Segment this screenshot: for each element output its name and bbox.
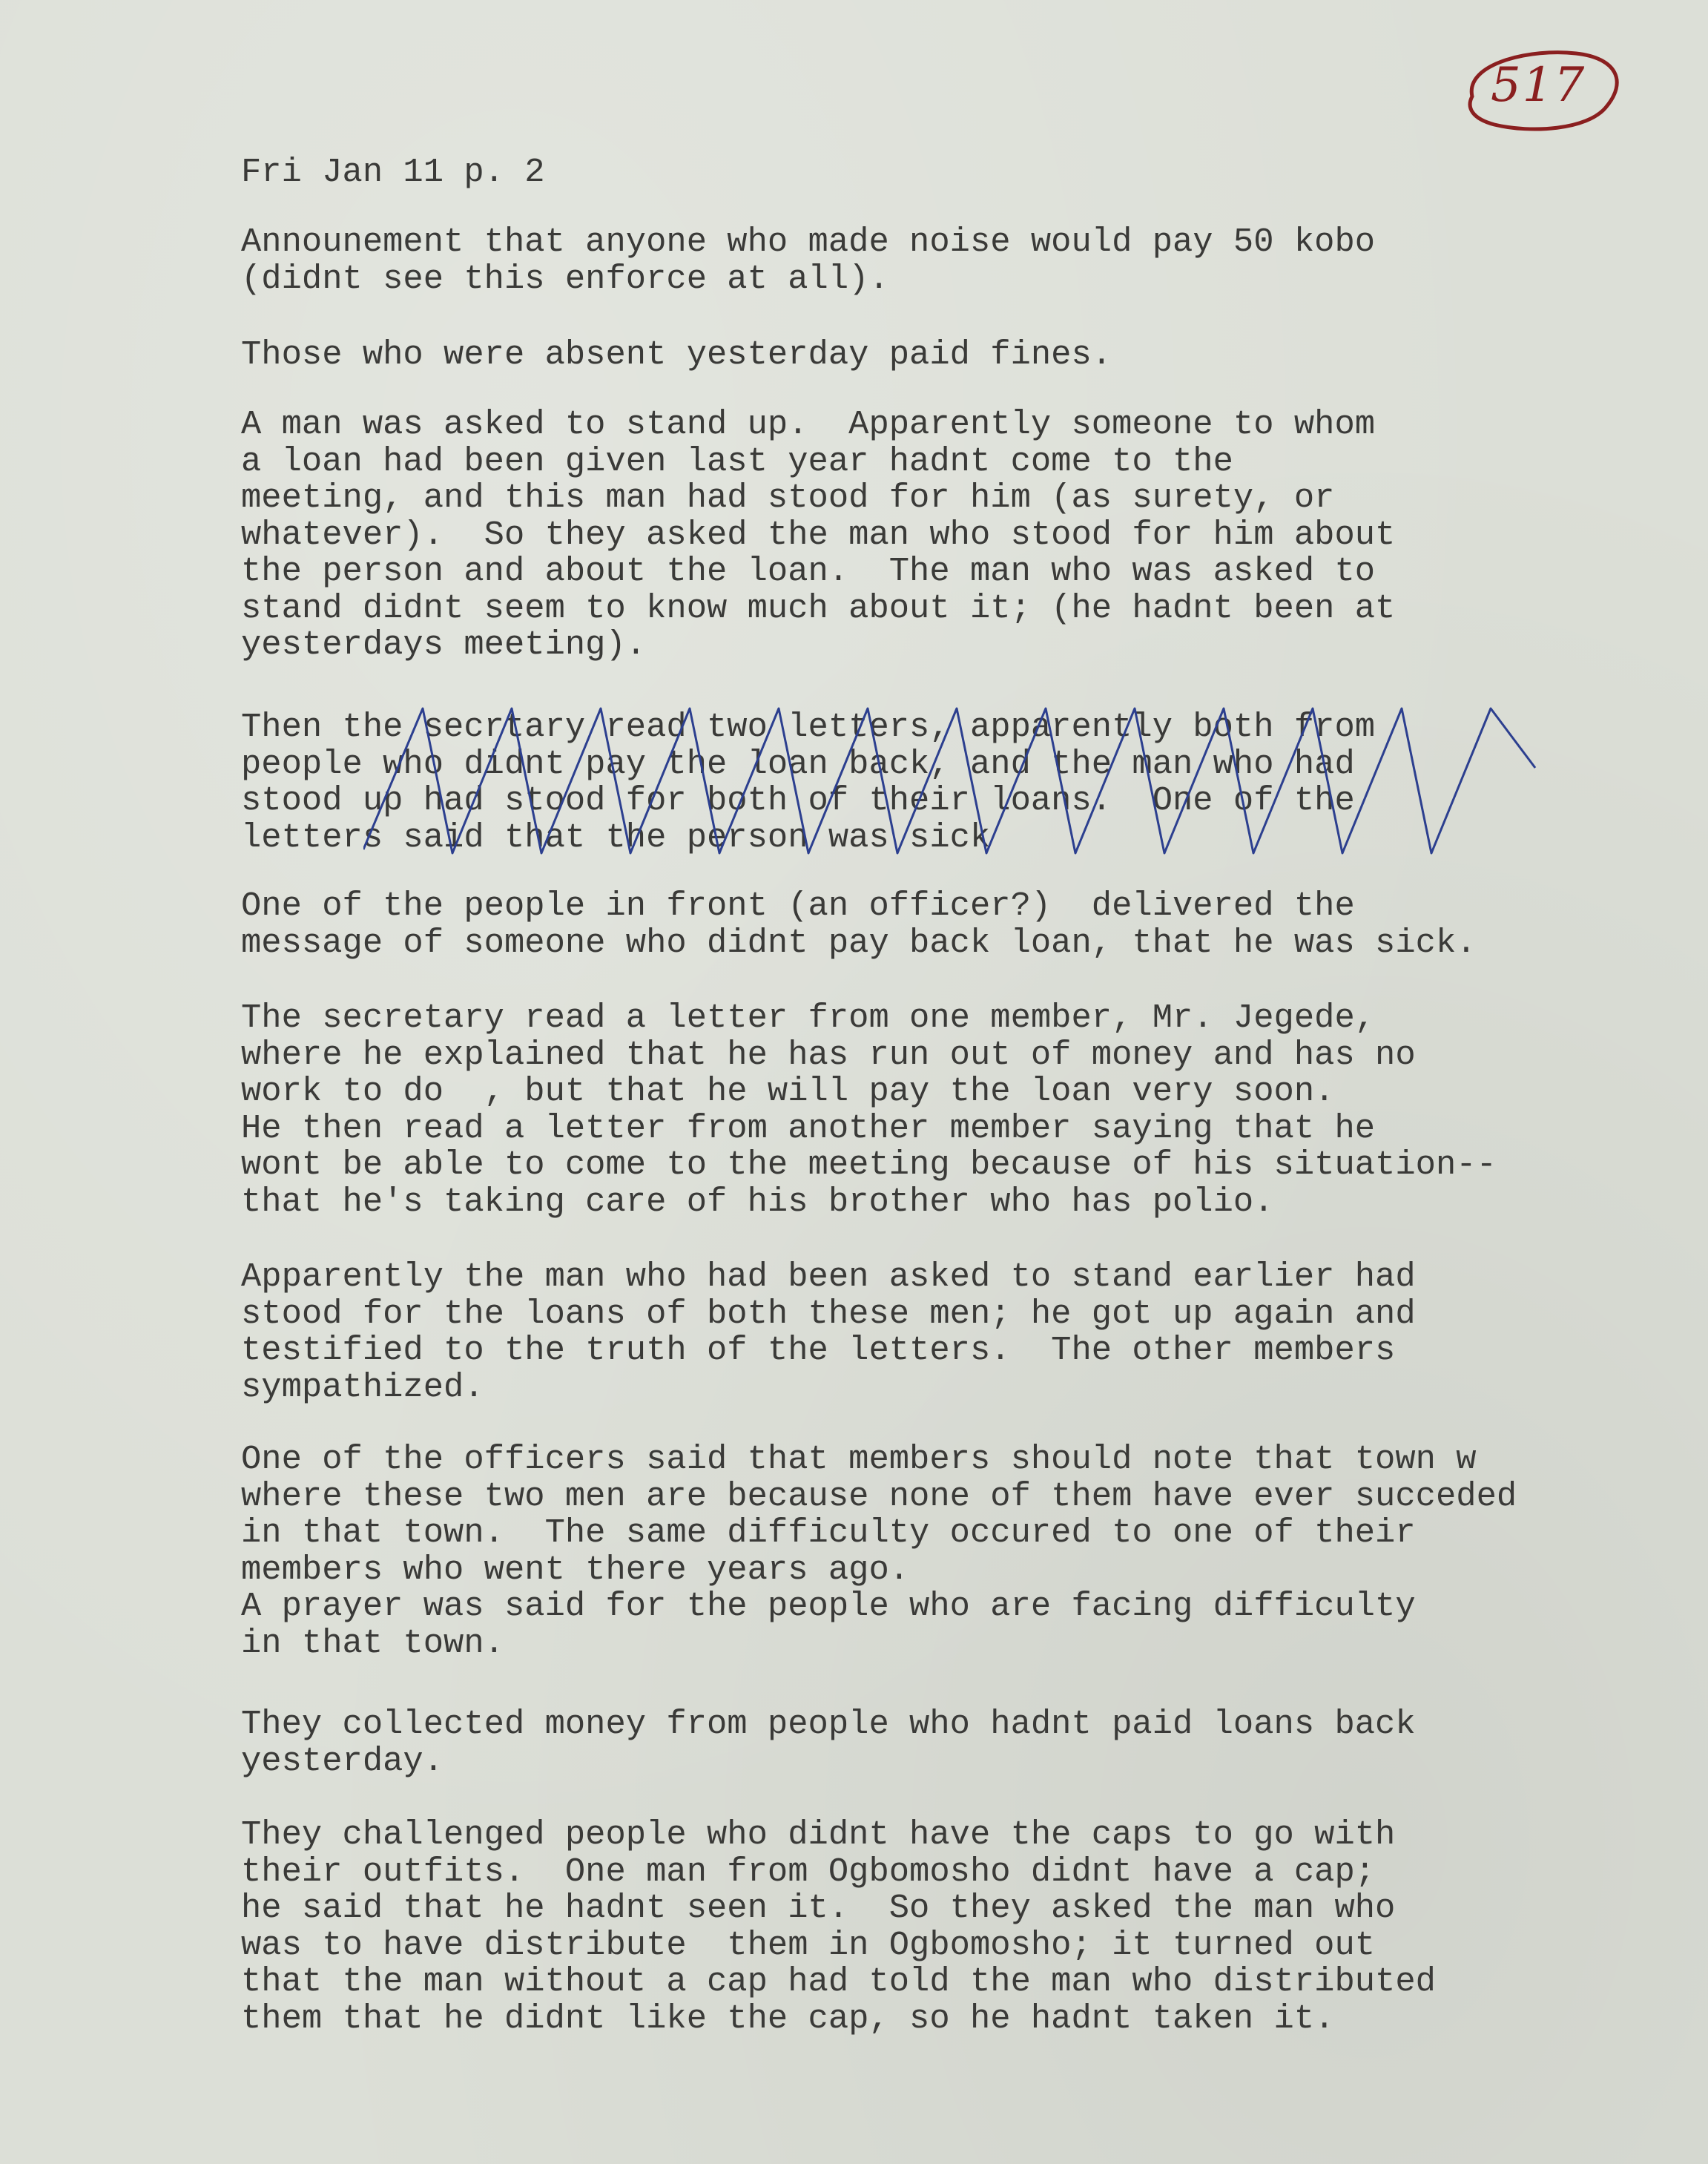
paragraph-collected-money: They collected money from people who hadnt paid loans back yesterday. [241, 1705, 1416, 1780]
paragraph-secretary-letters: The secretary read a letter from one member, Mr. Jegede, where he explained that he has run out of money and has no work to do , but that he will pay the loan very soon. He then read a letter from another member saying that he wont be able to come to the meeting because of his situation-- that he's taking care of his brother who has polio. [241, 999, 1497, 1221]
paragraph-surety-testified: Apparently the man who had been asked to stand earlier had stood for the loans of both these men; he got up again and testified to the truth of the letters. The other members sympathized. [241, 1257, 1416, 1407]
page-number: 517 [1491, 58, 1586, 113]
paragraph-officer-town-warning: One of the officers said that members should note that town w where these two men are because none of them have ever succeded in that town. The same difficulty occured to one of their members who went there years ago. A prayer was said for the people who are facing difficulty in that town. [241, 1440, 1517, 1663]
paragraph-announcement: Announement that anyone who made noise would pay 50 kobo (didnt see this enforce at all). [241, 223, 1376, 298]
page-header: Fri Jan 11 p. 2 [241, 153, 545, 191]
paragraph-absent-fines: Those who were absent yesterday paid fines. [241, 335, 1112, 374]
paragraph-caps-challenge: They challenged people who didnt have the caps to go with their outfits. One man from Ogbomosho didnt have a cap; he said that he hadnt seen it. So they asked the man who was to have distribute them in Ogbomosho; it turned out that the man without a cap had told the man who distributed them that he didnt like the cap, so he hadnt taken it. [241, 1815, 1436, 2038]
paragraph-officer-message: One of the people in front (an officer?) delivered the message of someone who didnt pay back loan, that he was sick. [241, 887, 1477, 962]
paragraph-man-asked-to-stand: A man was asked to stand up. Apparently someone to whom a loan had been given last year hadnt come to the meeting, and this man had stood for him (as surety, or whatever). So they asked the man who stood for him about the person and about the loan. The man who was asked to stand didnt seem to know much about it; (he hadnt been at yesterdays meeting). [241, 405, 1396, 664]
paragraph-crossed-out-letters: Then the secrtary read two letters, apparently both from people who didnt pay the loan back, and the man who had stood up had stood for both of their loans. One of the letters said that the person was sick [241, 708, 1376, 857]
